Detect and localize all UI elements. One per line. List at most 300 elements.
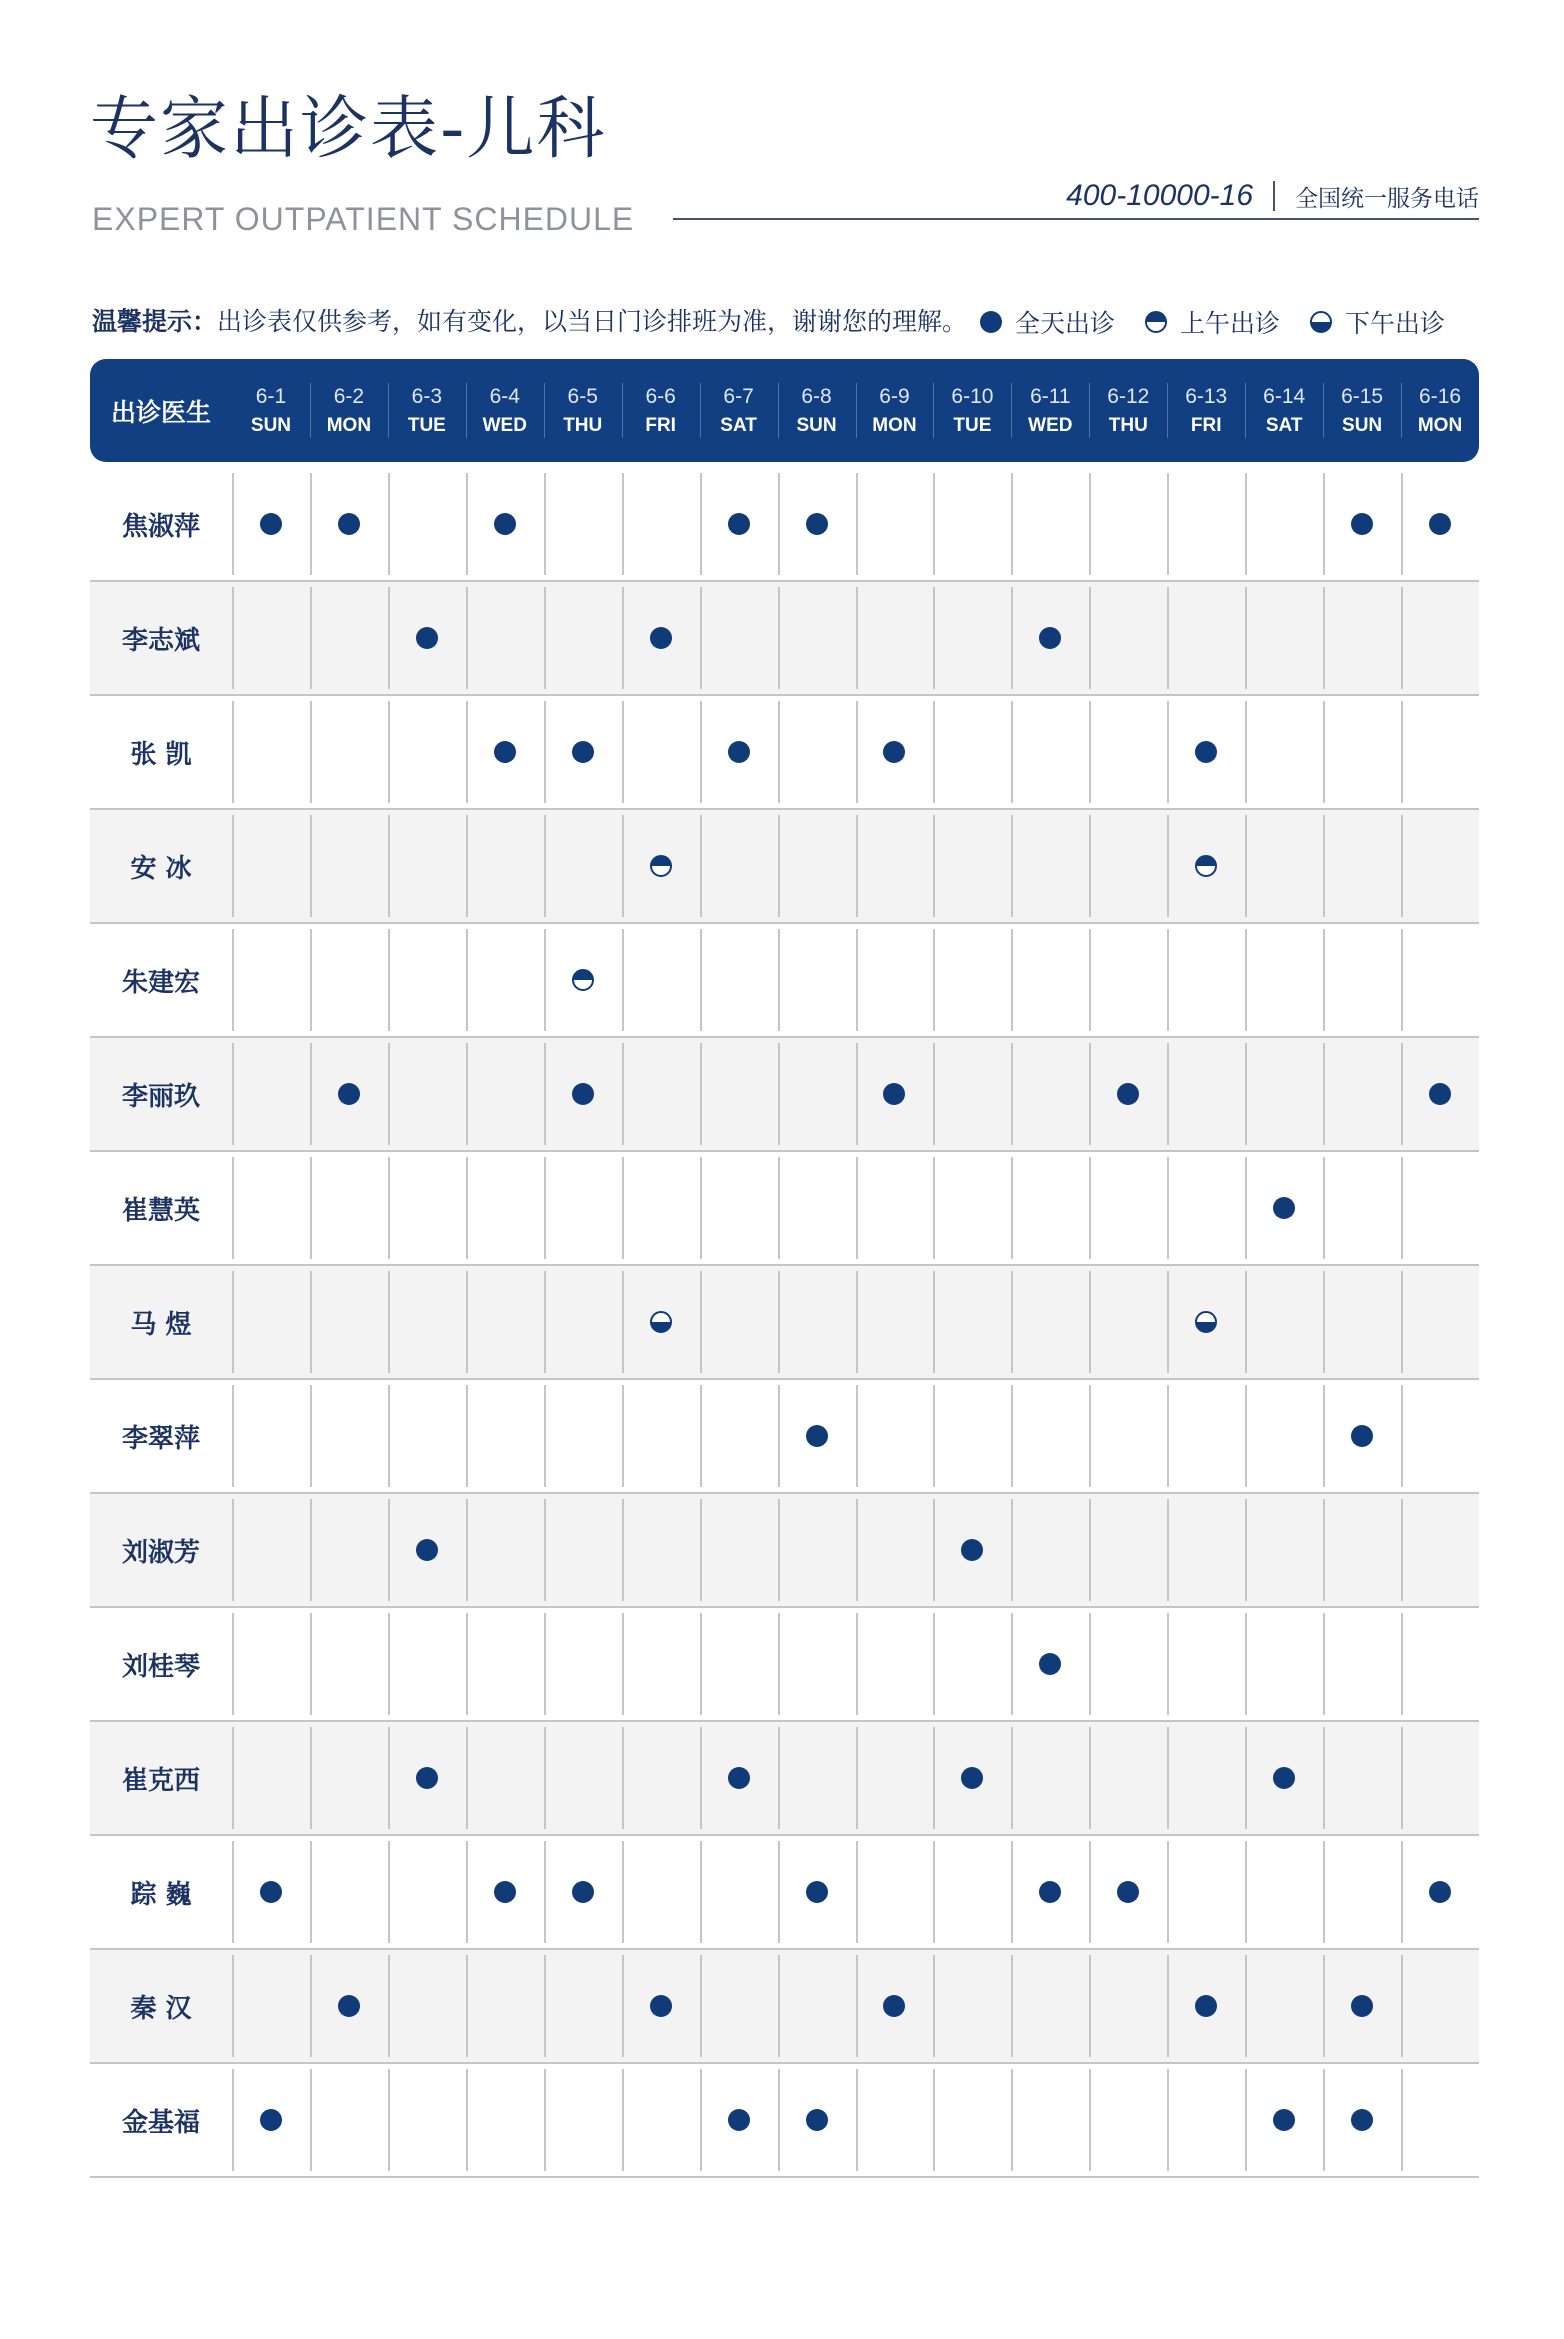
schedule-cell [700,810,778,922]
schedule-cell [544,1380,622,1492]
schedule-cell [700,924,778,1036]
schedule-cell [1167,468,1245,580]
schedule-cell [856,1722,934,1834]
full-day-icon [1351,513,1373,535]
schedule-cell [388,1722,466,1834]
schedule-cell [544,1608,622,1720]
schedule-cell [856,582,934,694]
weekday-label: FRI [645,414,676,436]
schedule-cell [778,2064,856,2176]
schedule-cell [1401,468,1479,580]
doctor-row [90,1380,1479,1494]
doctor-row [90,1836,1479,1950]
schedule-cell [544,1152,622,1264]
weekday-label: THU [563,414,603,436]
full-day-icon [572,1881,594,1903]
date-column-header [310,359,388,462]
full-day-icon [494,513,516,535]
schedule-cell [1167,1836,1245,1948]
legend-label: 全天出诊 [1015,309,1116,338]
doctor-row [90,1950,1479,2064]
schedule-cell [388,1038,466,1150]
full-day-icon [1351,1425,1373,1447]
schedule-cell [622,468,700,580]
date-label: 6-7 [723,384,754,408]
date-label: 6-6 [645,384,676,408]
schedule-cell [388,1608,466,1720]
schedule-cell [856,1836,934,1948]
schedule-cell [1245,468,1323,580]
schedule-cell [856,696,934,808]
schedule-cell [1089,1950,1167,2062]
weekday-label: WED [1028,414,1073,436]
schedule-cell [1167,2064,1245,2176]
schedule-cell [1401,1380,1479,1492]
legend [980,304,1445,340]
schedule-cell [933,1608,1011,1720]
date-column-header [622,359,700,462]
date-column-header [466,359,544,462]
full-day-icon [260,2109,282,2131]
schedule-cell [856,1152,934,1264]
schedule-cell [466,2064,544,2176]
schedule-cell [1089,468,1167,580]
schedule-cell [933,1266,1011,1378]
schedule-cell [778,924,856,1036]
doctor-name: 金基福 [121,2107,200,2138]
doctor-name: 马 煜 [130,1309,192,1340]
weekday-label: WED [482,414,527,436]
schedule-cell [1323,2064,1401,2176]
doctor-name: 焦淑萍 [121,511,200,542]
doctor-name: 秦 汉 [130,1993,192,2024]
schedule-cell [1089,696,1167,808]
schedule-cell [466,1608,544,1720]
date-label: 6-12 [1107,384,1150,408]
schedule-cell [466,924,544,1036]
schedule-cell [544,2064,622,2176]
schedule-cell [466,1266,544,1378]
schedule-cell [1323,1038,1401,1150]
schedule-cell [1401,696,1479,808]
schedule-cell [1323,1266,1401,1378]
schedule-cell [622,582,700,694]
schedule-cell [622,1152,700,1264]
schedule-cell [933,1836,1011,1948]
schedule-cell [544,924,622,1036]
schedule-cell [622,1494,700,1606]
schedule-cell [544,1266,622,1378]
schedule-cell [310,1380,388,1492]
schedule-cell [933,696,1011,808]
date-column-header [544,359,622,462]
schedule-cell [778,696,856,808]
doctor-row [90,810,1479,924]
date-column-header [1011,359,1089,462]
weekday-label: FRI [1190,414,1222,436]
schedule-cell [778,1494,856,1606]
schedule-cell [700,1266,778,1378]
schedule-cell [1245,696,1323,808]
doctor-name: 张 凯 [130,739,192,770]
schedule-cell [622,1266,700,1378]
schedule-cell [1089,924,1167,1036]
full-day-icon [883,741,905,763]
schedule-cell [778,1152,856,1264]
schedule-cell [232,468,310,580]
schedule-cell [1167,696,1245,808]
schedule-cell [388,810,466,922]
schedule-cell [1245,1836,1323,1948]
doctor-name: 李丽玖 [121,1081,200,1112]
date-label: 6-16 [1419,384,1462,408]
schedule-cell [856,1380,934,1492]
schedule-cell [388,1152,466,1264]
schedule-cell [310,1722,388,1834]
doctor-row [90,1494,1479,1608]
schedule-cell [388,1266,466,1378]
afternoon-icon [1310,311,1332,333]
table-header [90,359,1479,462]
schedule-cell [1089,1152,1167,1264]
page-title: 专家出诊表-儿科 [90,90,607,169]
schedule-cell [232,1266,310,1378]
weekday-label: THU [1108,414,1148,436]
date-label: 6-3 [411,384,443,408]
schedule-cell [1401,924,1479,1036]
schedule-cell [1245,1380,1323,1492]
date-column-header [933,359,1011,462]
schedule-cell [1401,1836,1479,1948]
schedule-cell [232,1152,310,1264]
weekday-label: MON [326,414,372,436]
schedule-cell [1167,1152,1245,1264]
schedule-cell [1323,582,1401,694]
schedule-cell [466,1836,544,1948]
schedule-cell [622,1950,700,2062]
full-day-icon [260,1881,282,1903]
doctor-row [90,696,1479,810]
date-column-header [856,359,934,462]
schedule-cell [388,582,466,694]
legend-label: 上午出诊 [1180,309,1281,338]
schedule-cell [232,2064,310,2176]
schedule-cell [1167,1722,1245,1834]
doctor-row [90,468,1479,582]
schedule-cell [1011,1152,1089,1264]
schedule-cell [1167,582,1245,694]
legend-item-pm [1310,304,1445,340]
schedule-cell [933,924,1011,1036]
doctor-column-header: 出诊医生 [110,397,211,427]
schedule-cell [778,1836,856,1948]
full-day-icon [572,741,594,763]
schedule-cell [1323,468,1401,580]
schedule-cell [1167,1266,1245,1378]
schedule-cell [310,582,388,694]
full-day-icon [806,513,828,535]
schedule-cell [1401,1038,1479,1150]
schedule-cell [1089,1836,1167,1948]
schedule-cell [232,1380,310,1492]
schedule-cell [856,2064,934,2176]
weekday-label: SAT [1265,414,1303,436]
morning-icon [1145,311,1167,333]
schedule-cell [310,924,388,1036]
schedule-cell [310,1038,388,1150]
schedule-cell [1167,1950,1245,2062]
schedule-cell [466,582,544,694]
full-day-icon [728,513,750,535]
schedule-cell [388,1380,466,1492]
schedule-cell [933,1152,1011,1264]
date-label: 6-14 [1263,384,1306,408]
full-day-icon [961,1767,983,1789]
schedule-cell [933,1722,1011,1834]
afternoon-icon [650,1311,672,1333]
morning-icon [650,855,672,877]
schedule-cell [622,1836,700,1948]
schedule-cell [933,810,1011,922]
schedule-cell [466,1722,544,1834]
schedule-cell [232,924,310,1036]
schedule-cell [933,582,1011,694]
date-column-header [232,359,310,462]
schedule-cell [1011,924,1089,1036]
schedule-cell [1089,1380,1167,1492]
schedule-cell [778,810,856,922]
full-day-icon [338,1083,360,1105]
schedule-cell [388,1494,466,1606]
full-day-icon [494,741,516,763]
schedule-cell [232,1494,310,1606]
schedule-table-body [90,468,1479,2178]
schedule-cell [388,924,466,1036]
date-label: 6-2 [333,384,365,408]
schedule-cell [856,1494,934,1606]
schedule-cell [1011,1380,1089,1492]
schedule-cell [1245,924,1323,1036]
notice [92,304,967,340]
schedule-cell [388,1836,466,1948]
schedule-cell [778,1038,856,1150]
schedule-cell [310,810,388,922]
schedule-cell [700,2064,778,2176]
schedule-cell [1245,1950,1323,2062]
schedule-cell [700,468,778,580]
notice-text: 出诊表仅供参考，如有变化，以当日门诊排班为准，谢谢您的理解。 [217,307,968,336]
schedule-cell [622,924,700,1036]
full-day-icon [1351,1995,1373,2017]
schedule-cell [1089,582,1167,694]
schedule-cell [1401,1608,1479,1720]
schedule-cell [700,1152,778,1264]
schedule-cell [232,1038,310,1150]
schedule-cell [232,810,310,922]
schedule-cell [700,1722,778,1834]
schedule-cell [856,1266,934,1378]
weekday-label: SUN [1342,414,1383,436]
schedule-cell [1401,1494,1479,1606]
schedule-cell [700,582,778,694]
full-day-icon [338,1995,360,2017]
date-column-header [1245,359,1323,462]
schedule-cell [466,696,544,808]
schedule-cell [1011,1836,1089,1948]
schedule-cell [388,2064,466,2176]
full-day-icon [650,1995,672,2017]
hotline-number: 400-10000-16 [1066,179,1253,212]
full-day-icon [338,513,360,535]
schedule-cell [622,1380,700,1492]
weekday-label: SAT [720,414,757,436]
schedule-cell [544,1950,622,2062]
doctor-name: 李志斌 [121,625,200,656]
schedule-cell [232,582,310,694]
schedule-cell [1323,1380,1401,1492]
schedule-cell [544,468,622,580]
date-label: 6-1 [255,384,287,408]
schedule-cell [1401,1950,1479,2062]
schedule-cell [622,810,700,922]
schedule-cell [1011,2064,1089,2176]
schedule-cell [1089,1722,1167,1834]
schedule-cell [388,468,466,580]
schedule-cell [622,1038,700,1150]
schedule-cell [466,1380,544,1492]
schedule-cell [856,1950,934,2062]
schedule-cell [1401,582,1479,694]
schedule-cell [1089,2064,1167,2176]
schedule-cell [933,1950,1011,2062]
schedule-cell [388,696,466,808]
schedule-cell [310,696,388,808]
doctor-row [90,1152,1479,1266]
schedule-cell [466,1038,544,1150]
schedule-cell [1401,2064,1479,2176]
full-day-icon [1351,2109,1373,2131]
schedule-cell [1011,810,1089,922]
full-day-icon [806,1425,828,1447]
schedule-cell [1245,1722,1323,1834]
full-day-icon [416,627,438,649]
schedule-cell [1401,1266,1479,1378]
full-day-icon [883,1995,905,2017]
weekday-label: TUE [953,414,992,436]
full-day-icon [416,1767,438,1789]
schedule-cell [622,1608,700,1720]
full-day-icon [1117,1083,1139,1105]
full-day-icon [1273,2109,1295,2131]
schedule-cell [310,2064,388,2176]
doctor-row [90,1266,1479,1380]
full-day-icon [1429,1881,1451,1903]
schedule-cell [933,2064,1011,2176]
date-column-header [778,359,856,462]
schedule-cell [544,1494,622,1606]
schedule-cell [544,582,622,694]
schedule-cell [310,1266,388,1378]
doctor-name: 刘淑芳 [121,1537,200,1568]
schedule-cell [388,1950,466,2062]
schedule-cell [1401,810,1479,922]
date-label: 6-11 [1030,384,1071,408]
schedule-cell [856,468,934,580]
schedule-cell [856,1608,934,1720]
date-label: 6-10 [951,384,994,408]
doctor-row [90,1038,1479,1152]
date-label: 6-15 [1341,384,1384,408]
doctor-name: 李翠萍 [121,1423,200,1454]
schedule-cell [622,2064,700,2176]
full-day-icon [806,2109,828,2131]
doctor-row [90,924,1479,1038]
schedule-cell [778,1266,856,1378]
date-label: 6-5 [567,384,598,408]
full-day-icon [650,627,672,649]
schedule-cell [544,1722,622,1834]
date-column-header [1167,359,1245,462]
legend-item-am [1145,304,1280,340]
weekday-label: SUN [250,414,292,436]
schedule-cell [310,1950,388,2062]
schedule-cell [544,1038,622,1150]
schedule-cell [232,696,310,808]
date-label: 6-9 [879,384,910,408]
doctor-row [90,582,1479,696]
title-divider [673,218,1479,220]
morning-icon [1195,855,1217,877]
schedule-cell [466,1494,544,1606]
schedule-cell [232,1950,310,2062]
schedule-cell [1323,696,1401,808]
schedule-cell [1323,1494,1401,1606]
schedule-cell [1089,1266,1167,1378]
schedule-cell [1245,582,1323,694]
schedule-cell [700,1836,778,1948]
doctor-name: 安 冰 [130,853,192,884]
date-column-header [388,359,466,462]
full-day-icon [494,1881,516,1903]
schedule-cell [1245,1266,1323,1378]
schedule-cell [1245,2064,1323,2176]
schedule-cell [622,696,700,808]
full-day-icon [260,513,282,535]
hotline-label: 全国统一服务电话 [1295,185,1479,212]
schedule-cell [1323,1950,1401,2062]
hotline [1066,178,1479,214]
doctor-name: 崔慧英 [121,1195,200,1226]
schedule-cell [1167,810,1245,922]
schedule-cell [1167,1608,1245,1720]
date-header-group [232,359,1479,462]
schedule-cell [1011,1722,1089,1834]
afternoon-icon [1195,1311,1217,1333]
hotline-separator [1273,181,1275,211]
schedule-cell [1323,1836,1401,1948]
full-day-icon [1039,1881,1061,1903]
schedule-cell [1089,1608,1167,1720]
schedule-cell [778,1722,856,1834]
full-day-icon [961,1539,983,1561]
schedule-cell [466,810,544,922]
schedule-cell [1245,810,1323,922]
schedule-cell [232,1836,310,1948]
schedule-cell [1167,1494,1245,1606]
doctor-row [90,1608,1479,1722]
schedule-cell [466,1950,544,2062]
full-day-icon [1195,1995,1217,2017]
